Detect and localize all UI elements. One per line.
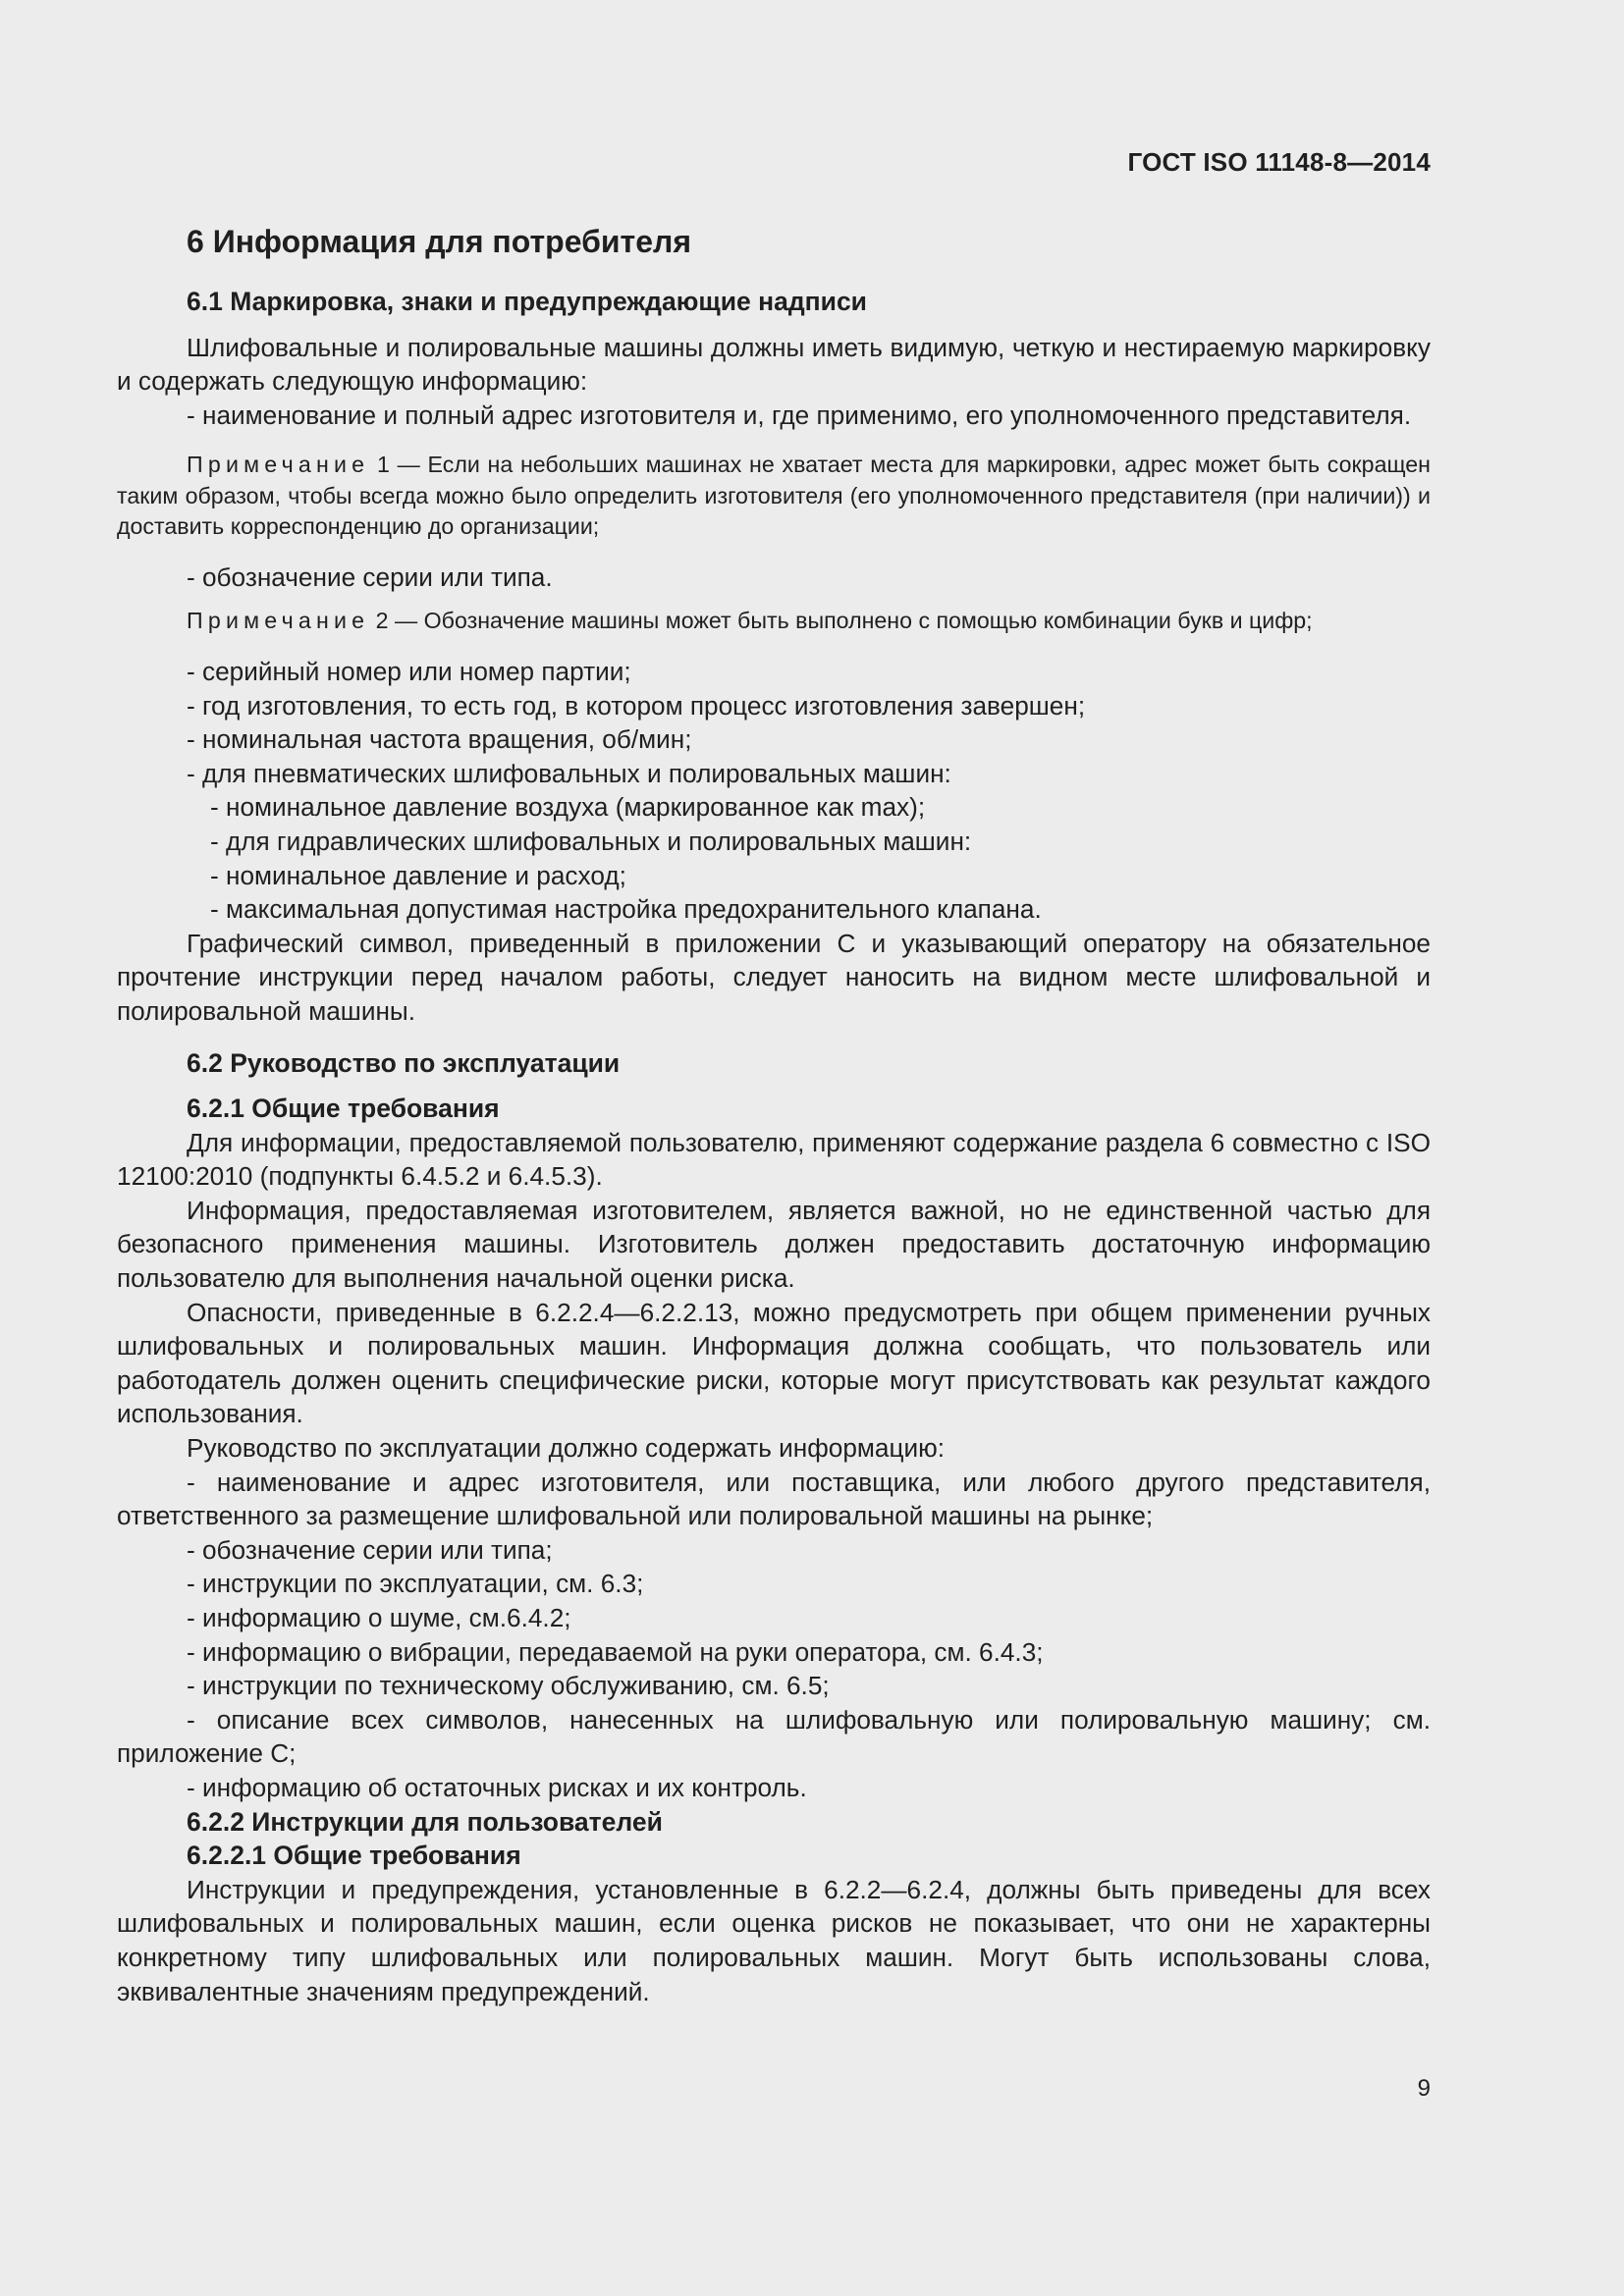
subsection-title-6-2-2: 6.2.2 Инструкции для пользователей xyxy=(187,1806,663,1837)
list-item: - год изготовления, то есть год, в котором процесс изготовления завершен; xyxy=(187,690,1086,721)
subsection-title-6-2: 6.2 Руководство по эксплуатации xyxy=(187,1047,621,1078)
subsection-title-6-1: 6.1 Маркировка, знаки и предупреждающие надписи xyxy=(187,287,867,316)
sub-list-item: - для гидравлических шлифовальных и полировальных машин: xyxy=(210,826,972,856)
note-label: Примечание xyxy=(187,452,370,478)
paragraph: Информация, предоставляемая изготовителем, является важной, но не единственной частью для безопасного применения машины. Изготовитель должен предоставить достаточную информацию пользователю для выполнения начальной оценки риска. xyxy=(117,1195,1431,1294)
subsection-title-6-2-2-1: 6.2.2.1 Общие требования xyxy=(187,1841,521,1871)
list-item: - серийный номер или номер партии; xyxy=(187,656,631,686)
list-item: - обозначение серии или типа; xyxy=(187,1534,553,1565)
list-item: - наименование и адрес изготовителя, или поставщика, или любого другого представителя, ответственного за размещение шлифовальной или полировальной машины на рынке; xyxy=(117,1467,1431,1531)
list-item: - инструкции по эксплуатации, см. 6.3; xyxy=(187,1569,644,1599)
paragraph: Руководство по эксплуатации должно содержать информацию: xyxy=(187,1433,946,1464)
list-item: - информацию о шуме, см.6.4.2; xyxy=(187,1603,571,1632)
paragraph: Инструкции и предупреждения, установленные в 6.2.2—6.2.4, должны быть приведены для всех шлифовальных и полировальных машин, если оценка рисков не показывает, что они не характерны конкретному типу шлифовальных или полировальных машин. Могут быть использованы слова, эквивалентные значениям предупреждений. xyxy=(117,1874,1431,2006)
list-item: - инструкции по техническому обслуживанию, см. 6.5; xyxy=(187,1671,830,1701)
paragraph: Для информации, предоставляемой пользователю, применяют содержание раздела 6 совместно с ISO 12100:2010 (подпункты 6.4.5.2 и 6.4.5.3). xyxy=(117,1127,1431,1192)
list-item: - информацию о вибрации, передаваемой на руки оператора, см. 6.4.3; xyxy=(187,1636,1044,1667)
paragraph: Опасности, приведенные в 6.2.2.4—6.2.2.13, можно предусмотреть при общем применении ручных шлифовальных и полировальных машин. Информация должна сообщать, что пользователь или работодатель должен оценить специфические риски, которые могут присутствовать как результат каждого использования. xyxy=(117,1297,1431,1429)
paragraph: Графический символ, приведенный в приложении С и указывающий оператору на обязательное прочтение инструкции перед началом работы, следует наносить на видном месте шлифовальной и полировальной машины. xyxy=(117,928,1431,1026)
document-body xyxy=(117,222,1431,2008)
note-text: 1 — Если на небольших машинах не хватает места для маркировки, адрес может быть сокращен таким образом, чтобы всегда можно было определить изготовителя (его уполномоченного представителя (при наличии)) и доставить корреспонденцию до организации; xyxy=(117,452,1431,540)
list-item: - номинальная частота вращения, об/мин; xyxy=(187,724,692,755)
document-standard-id: ГОСТ ISO 11148-8—2014 xyxy=(1127,147,1431,177)
paragraph: Шлифовальные и полировальные машины должны иметь видимую, четкую и нестираемую маркировку и содержать следующую информацию: xyxy=(117,332,1431,397)
list-item: - описание всех символов, нанесенных на шлифовальную или полировальную машину; см. приложение С; xyxy=(117,1704,1431,1769)
note-label: Примечание xyxy=(187,608,370,634)
note-text: 2 — Обозначение машины может быть выполнено с помощью комбинации букв и цифр; xyxy=(369,608,1313,634)
note-1 xyxy=(117,450,1431,543)
section-title: 6 Информация для потребителя xyxy=(187,224,691,259)
list-item: - наименование и полный адрес изготовителя и, где применимо, его уполномоченного представителя. xyxy=(187,400,1412,430)
sub-list-item: - номинальное давление и расход; xyxy=(210,860,626,890)
note-2 xyxy=(117,606,1431,637)
sub-list-item: - номинальное давление воздуха (маркированное как max); xyxy=(210,792,926,823)
page-number: 9 xyxy=(1417,2075,1431,2102)
subsection-title-6-2-1: 6.2.1 Общие требования xyxy=(187,1094,500,1124)
list-item: - обозначение серии или типа. xyxy=(187,561,553,592)
sub-list-item: - максимальная допустимая настройка предохранительного клапана. xyxy=(210,894,1042,925)
list-item: - для пневматических шлифовальных и полировальных машин: xyxy=(187,758,951,788)
list-item: - информацию об остаточных рисках и их контроль. xyxy=(187,1772,807,1802)
